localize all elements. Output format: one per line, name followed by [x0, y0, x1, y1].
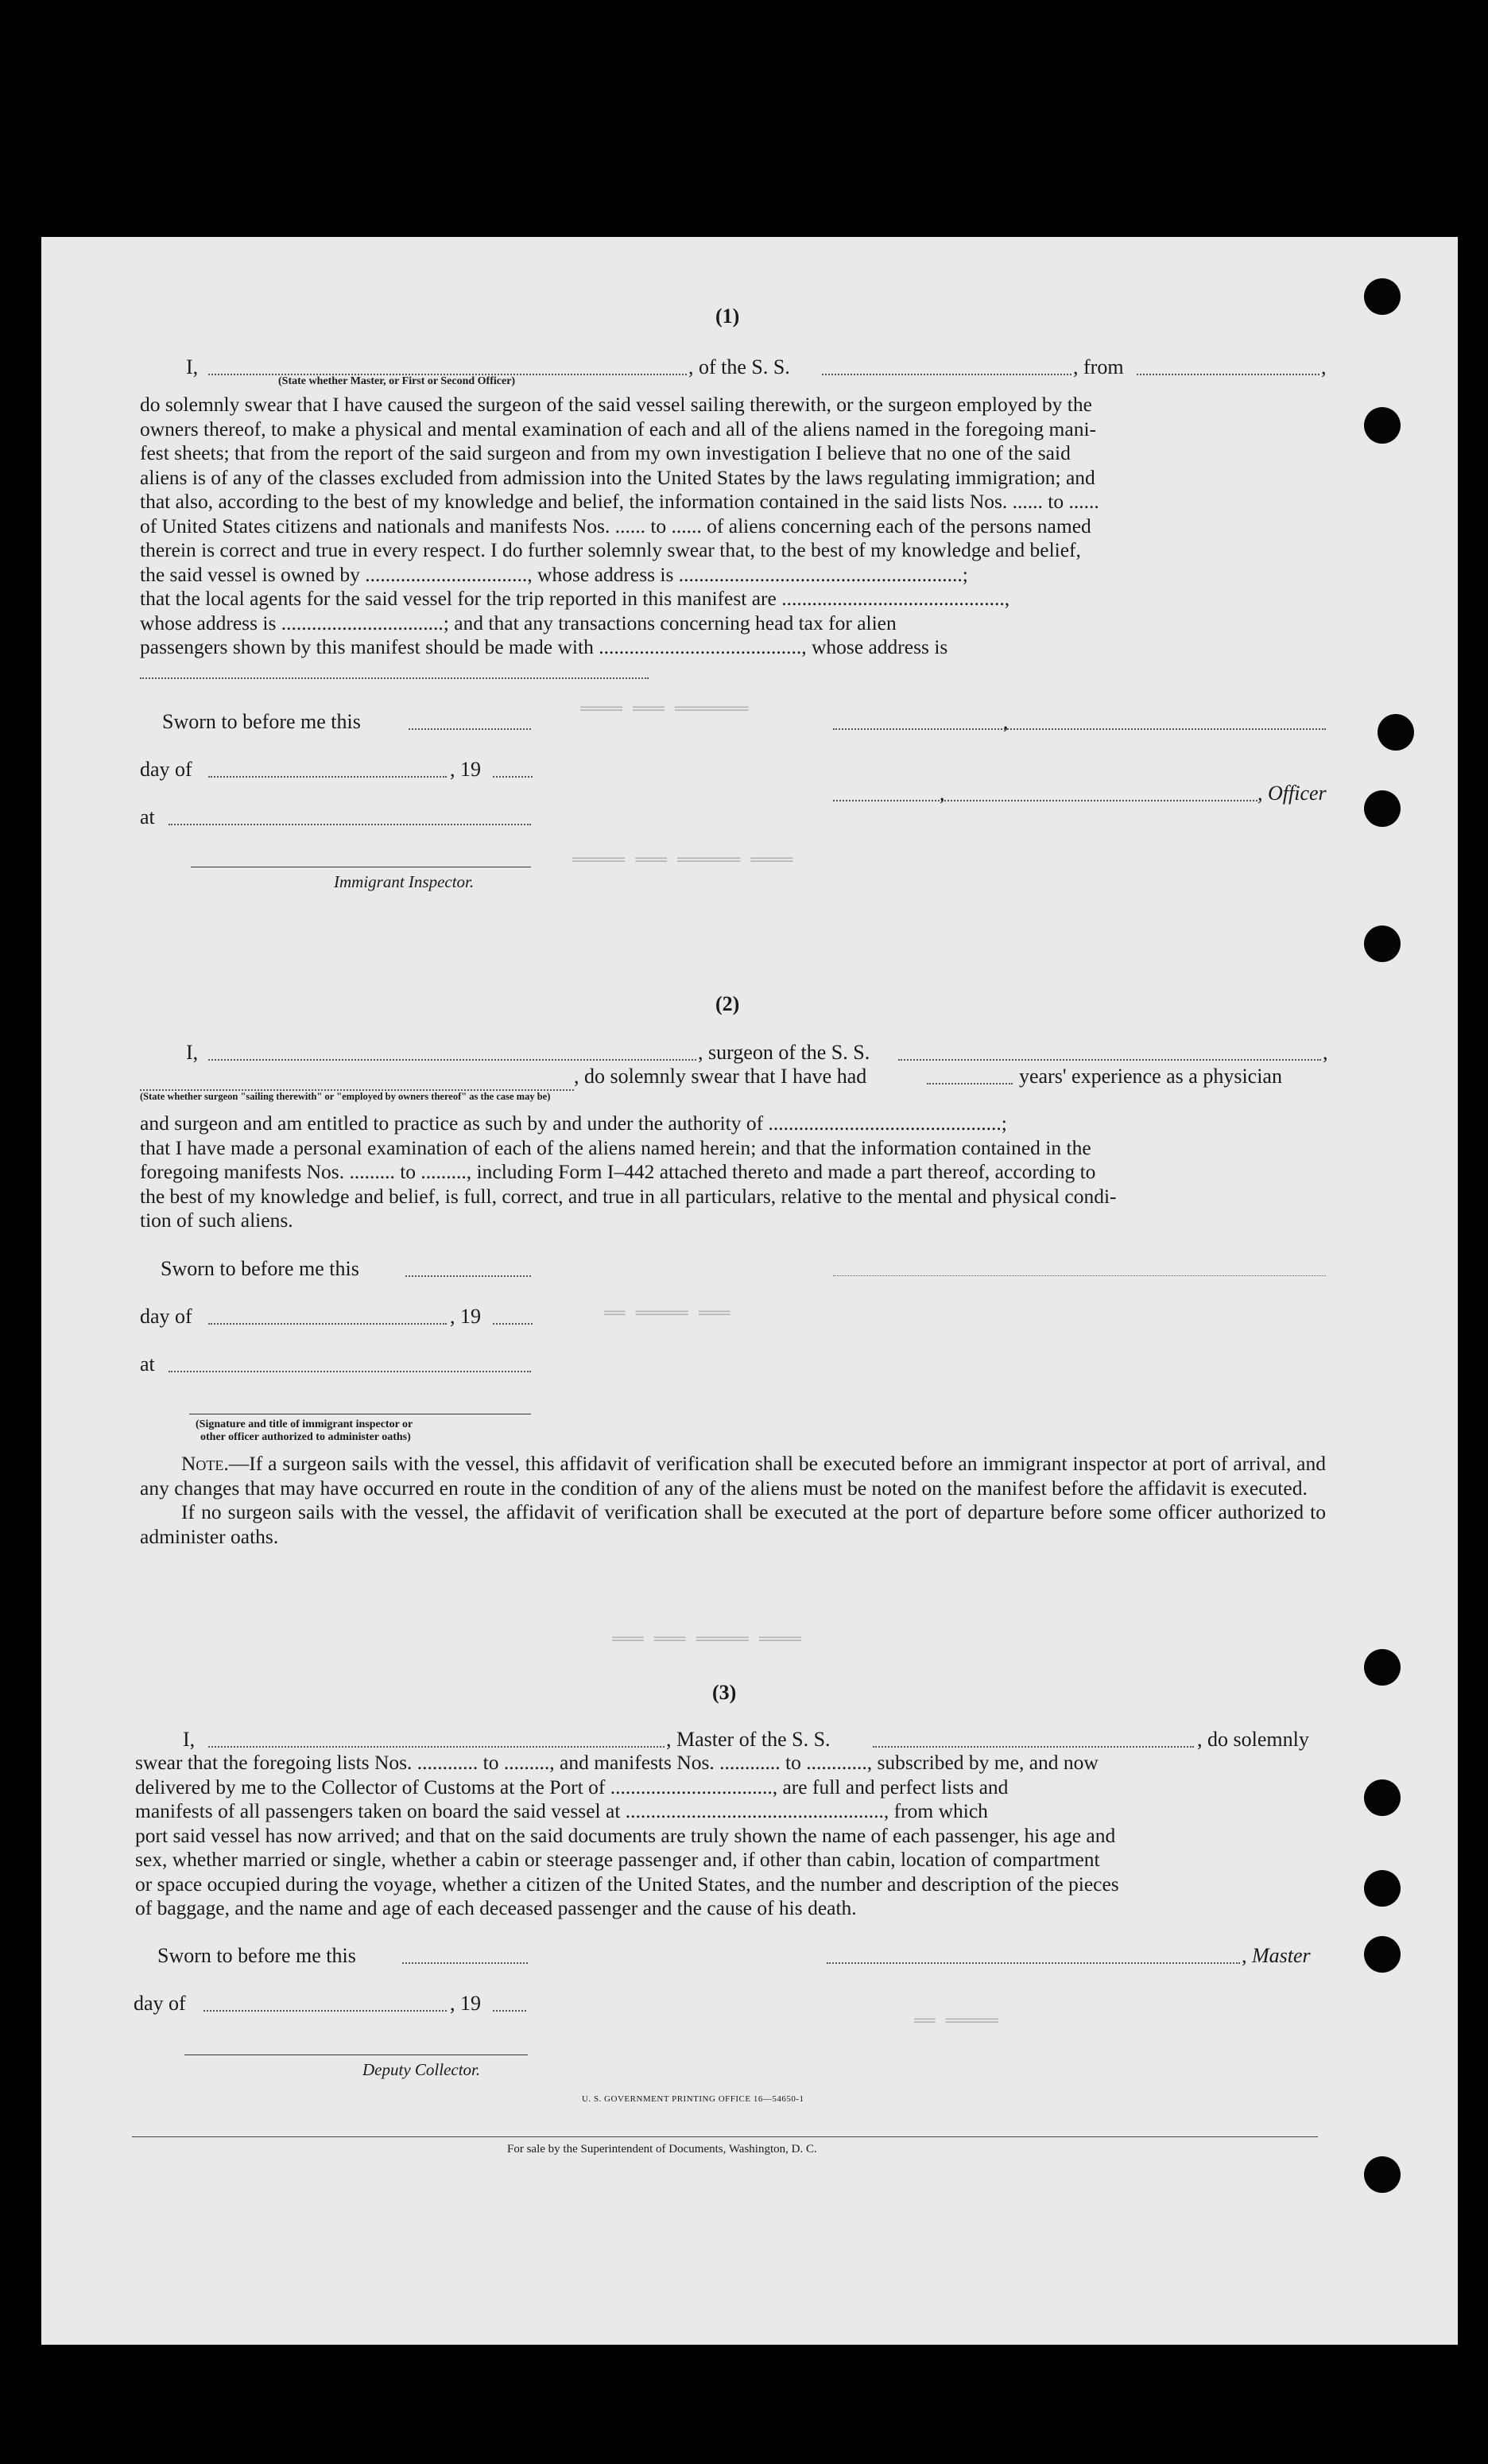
oath-line: fest sheets; that from the report of the said surgeon and from my own investigation I believe that no one of the said — [140, 441, 1071, 464]
officer-rank-note: (State whether Master, or First or Second Officer) — [278, 375, 516, 387]
section-2-number: (2) — [715, 992, 740, 1015]
oath-line: manifests of all passengers taken on board the said vessel at ..................................................., from which — [135, 1799, 988, 1822]
note-paragraph-1 — [140, 1452, 1326, 1500]
section-2-vessel-label: , surgeon of the S. S. — [698, 1041, 870, 1064]
oath-line: port said vessel has now arrived; and that on the said documents are truly shown the name of each passenger, his age and — [135, 1823, 1116, 1847]
deputy-label: Deputy Collector. — [362, 2060, 481, 2079]
sworn-label: Sworn to before me this — [161, 1257, 359, 1280]
at-place-blank[interactable] — [169, 1371, 531, 1372]
punch-hole — [1364, 925, 1401, 962]
punch-hole — [1378, 714, 1414, 751]
at-place-blank[interactable] — [169, 824, 531, 825]
sworn-day-blank[interactable] — [405, 1275, 531, 1277]
section-3-line-end: , do solemnly — [1197, 1728, 1309, 1751]
oath-line: swear that the foregoing lists Nos. ............ to ........., and manifests Nos. ............ to ............, subscribed by me, and now — [135, 1751, 1099, 1774]
note-label: Note. — [181, 1452, 229, 1475]
address-continuation-blank[interactable] — [140, 677, 649, 679]
bleed-through: ══ ═════ ═══ — [604, 1304, 730, 1324]
oath-line: the said vessel is owned by ................................, whose address is ........................................................; — [140, 562, 968, 586]
section-3-oath-text — [135, 1751, 1324, 1921]
years-experience-blank[interactable] — [927, 1083, 1013, 1085]
note-paragraph-2: If no surgeon sails with the vessel, the affidavit of verification shall be executed at the port of departure before some officer authorized to administer oaths. — [140, 1500, 1326, 1548]
section-1-line-end: , — [1321, 355, 1327, 378]
surgeon-signature-line[interactable] — [833, 1275, 1326, 1276]
sworn-day-blank[interactable] — [409, 728, 531, 730]
oath-line: therein is correct and true in every respect. I do further solemnly swear that, to the best of my knowledge and belief, — [140, 538, 1081, 561]
day-of-label: day of — [140, 1305, 192, 1328]
bleed-through: ══ ═════ — [914, 2012, 998, 2031]
footer-rule — [132, 2136, 1318, 2137]
year-label: , 19 — [450, 1305, 481, 1328]
punch-hole — [1364, 1649, 1401, 1686]
year-blank[interactable] — [493, 1323, 533, 1325]
section-2-oath-text — [140, 1112, 1326, 1233]
punch-hole — [1364, 407, 1401, 444]
oath-line: of United States citizens and nationals and manifests Nos. ...... to ...... of aliens concerning each of the persons named — [140, 514, 1091, 537]
oath-line: aliens is of any of the classes excluded from admission into the United States by the laws regulating immigration; and — [140, 465, 1095, 489]
at-label: at — [140, 1352, 155, 1376]
at-label: at — [140, 805, 155, 828]
section-1-prefix: I, — [186, 355, 199, 378]
sworn-label: Sworn to before me this — [162, 710, 361, 733]
section-3-prefix: I, — [183, 1728, 196, 1751]
section-1-oath-text — [140, 393, 1326, 660]
signature-comma: , — [940, 782, 945, 805]
year-blank[interactable] — [493, 2010, 526, 2012]
oath-line: delivered by me to the Collector of Customs at the Port of ................................, are full and perfect lists and — [135, 1775, 1009, 1799]
section-2-prefix: I, — [186, 1041, 199, 1064]
oath-line: owners thereof, to make a physical and mental examination of each and all of the aliens named in the foregoing mani- — [140, 417, 1097, 440]
section-1-vessel-label: , of the S. S. — [688, 355, 790, 378]
oath-line: that I have made a personal examination of each of the aliens named herein; and that the information contained in the — [140, 1135, 1091, 1159]
bleed-through: ═══ ═══ ═════ ════ — [612, 1630, 801, 1650]
oath-line: the best of my knowledge and belief, is full, correct, and true in all particulars, relative to the mental and physical condi- — [140, 1184, 1117, 1208]
section-1-number: (1) — [715, 305, 740, 328]
section-2-line-end: , — [1323, 1041, 1328, 1064]
sale-notice: For sale by the Superintendent of Documents, Washington, D. C. — [507, 2143, 817, 2156]
oath-line: that the local agents for the said vessel for the trip reported in this manifest are ............................................, — [140, 587, 1010, 610]
oath-line: and surgeon and am entitled to practice as such by and under the authority of ..............................................; — [140, 1112, 1007, 1135]
vessel-name-blank[interactable] — [822, 374, 1071, 375]
day-of-blank[interactable] — [208, 776, 447, 778]
sworn-label: Sworn to before me this — [157, 1944, 356, 1967]
day-of-blank[interactable] — [203, 2010, 447, 2012]
day-of-blank[interactable] — [208, 1323, 447, 1325]
oath-line: that also, according to the best of my knowledge and belief, the information contained in the said lists Nos. ...... to ...... — [140, 490, 1099, 513]
master-name-blank[interactable] — [208, 1746, 665, 1748]
master-vessel-blank[interactable] — [873, 1746, 1194, 1748]
officer-signature-blank-2[interactable] — [833, 800, 1257, 801]
surgeon-name-blank[interactable] — [208, 1059, 696, 1061]
master-label: , Master — [1242, 1944, 1311, 1967]
surgeon-vessel-blank[interactable] — [898, 1059, 1321, 1061]
master-signature-blank[interactable] — [827, 1962, 1240, 1964]
day-of-label: day of — [134, 1992, 186, 2015]
oath-line: of baggage, and the name and age of each deceased passenger and the cause of his death. — [135, 1896, 857, 1919]
from-port-blank[interactable] — [1137, 374, 1319, 375]
year-label: , 19 — [450, 1992, 481, 2015]
signature-comma: , — [1003, 710, 1009, 733]
officer-label: , Officer — [1257, 782, 1327, 805]
oath-line: or space occupied during the voyage, whether a citizen of the United States, and the number and description of the pieces — [135, 1872, 1119, 1896]
surgeon-note — [140, 1452, 1326, 1549]
section-3-vessel-label: , Master of the S. S. — [666, 1728, 831, 1751]
section-3-number: (3) — [712, 1681, 737, 1704]
note-text-1: —If a surgeon sails with the vessel, this affidavit of verification shall be executed before an immigrant inspector at port of arrival, and any changes that may have occurred en route in the condition of any of the aliens must be noted on the manifest before the affidavit is executed. — [140, 1452, 1326, 1500]
surgeon-status-note: (State whether surgeon "sailing therewith" or "employed by owners thereof" as the case may be) — [140, 1091, 551, 1102]
punch-hole — [1364, 2156, 1401, 2193]
year-label: , 19 — [450, 758, 481, 781]
inspector-label: Immigrant Inspector. — [334, 872, 475, 891]
gpo-imprint: U. S. GOVERNMENT PRINTING OFFICE 16—54650-1 — [582, 2094, 804, 2104]
signature-note-line-1: (Signature and title of immigrant inspector or — [196, 1418, 413, 1430]
oath-line: foregoing manifests Nos. ......... to ........., including Form I–442 attached thereto and made a part thereof, according to — [140, 1160, 1096, 1183]
punch-hole — [1364, 278, 1401, 315]
punch-hole — [1364, 1936, 1401, 1973]
oath-line: do solemnly swear that I have caused the surgeon of the said vessel sailing therewith, or the surgeon employed by the — [140, 393, 1092, 416]
year-blank[interactable] — [493, 776, 533, 778]
bleed-through: ═════ ═══ ══════ ════ — [572, 851, 793, 871]
officer-signature-blank-1[interactable] — [833, 728, 1326, 730]
bleed-through: ════ ═══ ═══════ — [580, 700, 749, 720]
section-2-experience-label: years' experience as a physician — [1019, 1065, 1282, 1088]
punch-hole — [1364, 1779, 1401, 1816]
section-2-swear-label: , do solemnly swear that I have had — [574, 1065, 867, 1088]
day-of-label: day of — [140, 758, 192, 781]
oath-line: sex, whether married or single, whether a cabin or steerage passenger and, if other than cabin, location of compartment — [135, 1848, 1100, 1871]
punch-hole — [1364, 1870, 1401, 1907]
sworn-day-blank[interactable] — [402, 1962, 528, 1964]
oath-line: whose address is ................................; and that any transactions concerning head tax for alien — [140, 611, 897, 634]
signature-note-line-2: other officer authorized to administer oaths) — [200, 1431, 411, 1443]
punch-hole — [1364, 790, 1401, 827]
oath-line: passengers shown by this manifest should be made with ........................................, whose address is — [140, 635, 948, 658]
oath-line: tion of such aliens. — [140, 1209, 293, 1232]
section-1-from-label: , from — [1073, 355, 1124, 378]
